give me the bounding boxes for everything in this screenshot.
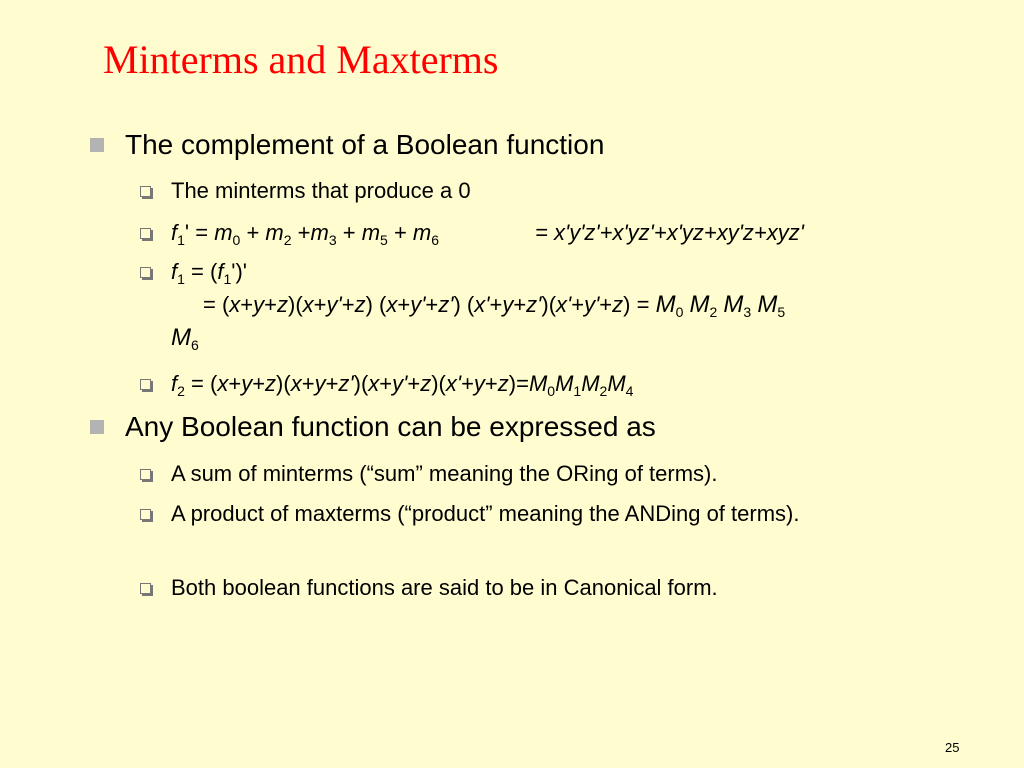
- f2-product-of-sums-expression: $f_2 = (x+y+z)(x+y+z')(x+y'+z)(x'+y+z)=M_0M_1M_2M_4$: [171, 371, 634, 399]
- slide-number: 25: [945, 740, 960, 755]
- f1-double-complement-expression: $f_1 = (f_1')'$: [171, 259, 247, 287]
- sub-bullet-sum-of-minterms-text: A sum of minterms (“sum” meaning the ORing of terms).: [171, 461, 718, 486]
- bullet-any-boolean-function-text: Any Boolean function can be expressed as: [125, 411, 656, 442]
- checkbox-bullet-icon: [140, 228, 151, 239]
- sub-bullet-f1-complement: [171, 216, 971, 249]
- bullet-complement: [125, 128, 604, 162]
- checkbox-bullet-icon: [140, 267, 151, 278]
- sub-bullet-f2-maxterms: [171, 367, 971, 400]
- slide-title: Minterms and Maxterms: [103, 37, 499, 82]
- checkbox-bullet-icon: [140, 509, 151, 520]
- bullet-any-boolean-function: [125, 410, 656, 444]
- bullet-complement-text: The complement of a Boolean function: [125, 129, 605, 160]
- sub-bullet-f1-maxterms: [171, 255, 971, 354]
- sub-bullet-canonical-form-text: Both boolean functions are said to be in Canonical form.: [171, 575, 718, 600]
- f1-maxterm-m6: $M_6$: [171, 324, 199, 353]
- checkbox-bullet-icon: [140, 583, 151, 594]
- checkbox-bullet-icon: [140, 469, 151, 480]
- checkbox-bullet-icon: [140, 379, 151, 390]
- checkbox-bullet-icon: [140, 186, 151, 197]
- sub-bullet-minterms-zero: [171, 174, 971, 207]
- f1-complement-literal-expression: = x'y'z'+x'yz'+x'yz+xy'z+xyz': [535, 220, 804, 245]
- sub-bullet-canonical-form: [171, 571, 971, 604]
- square-bullet-icon: [90, 138, 104, 152]
- f1-product-of-sums-expression: = (x+y+z)(x+y'+z) (x+y'+z') $(x'+y+z')(x'+y'+z) = M_0$ $M_2$ $M_3$ $M_5$: [203, 291, 786, 320]
- sub-bullet-sum-of-minterms: [171, 457, 971, 490]
- sub-bullet-product-of-maxterms-text: A product of maxterms (“product” meaning the ANDing of terms).: [171, 501, 800, 526]
- sub-bullet-product-of-maxterms: [171, 497, 911, 530]
- square-bullet-icon: [90, 420, 104, 434]
- f1-complement-minterms-expression: $f_1' = m_0 + m_2 +m_3 + m_5 + m_6$: [171, 220, 440, 248]
- sub-bullet-minterms-zero-text: The minterms that produce a 0: [171, 178, 471, 203]
